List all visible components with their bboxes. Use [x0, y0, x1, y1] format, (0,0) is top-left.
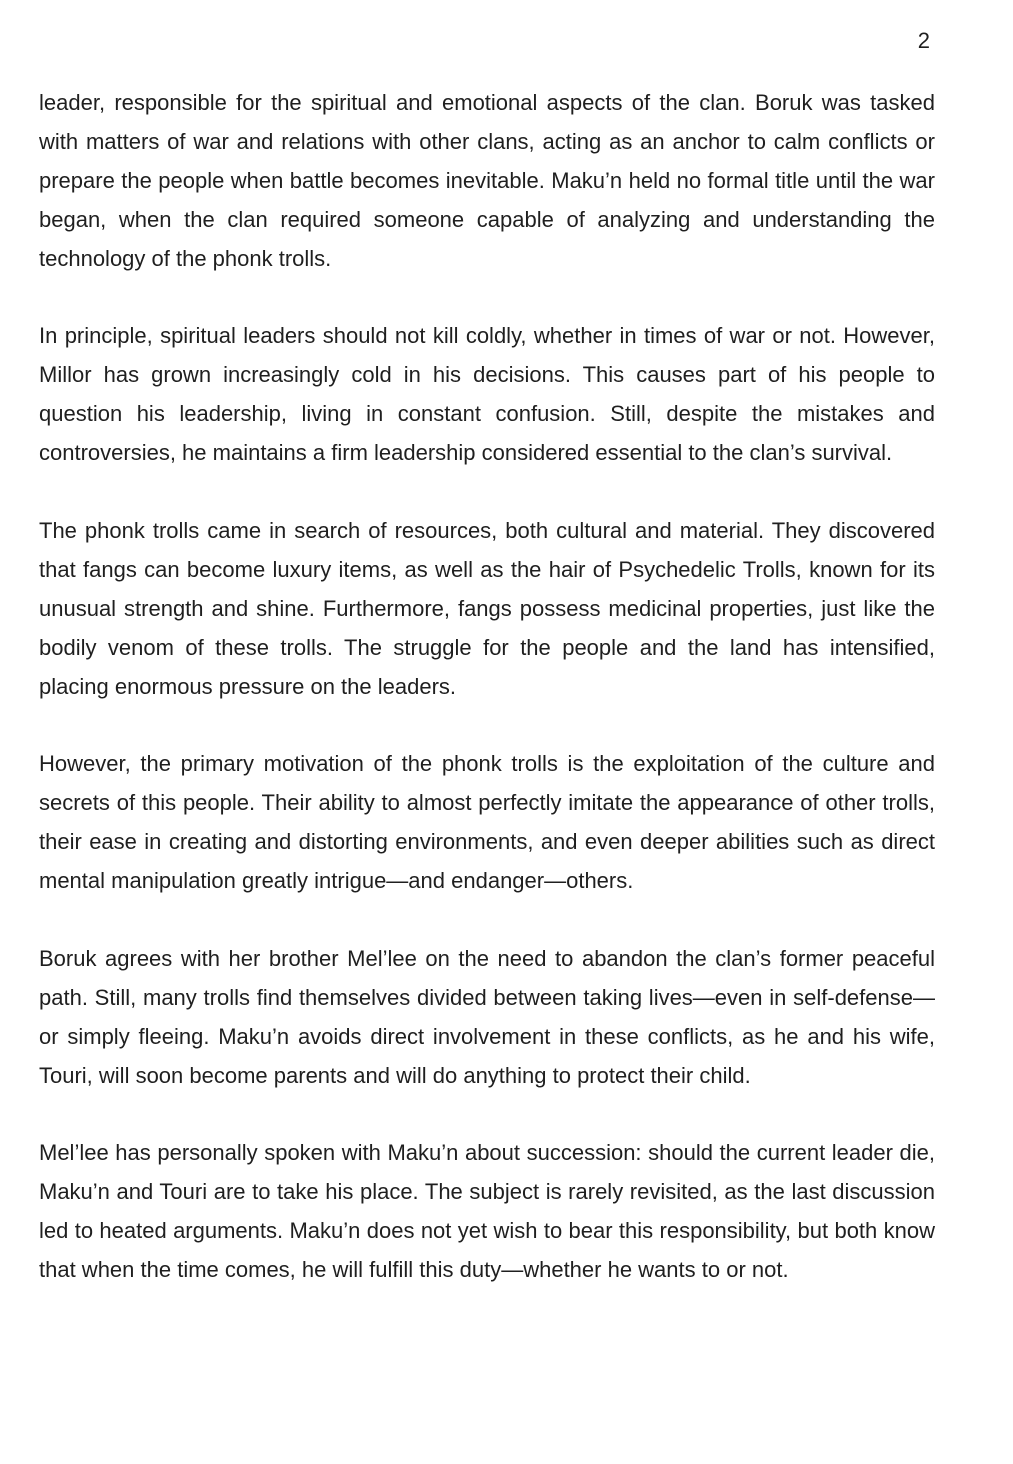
page-number: 2 — [917, 28, 930, 53]
paragraph-3: The phonk trolls came in search of resources, both cultural and material. They discovered that fangs can become luxury items, as well as the hair of Psychedelic Trolls, known for its unusual strength and shine. Furthermore, fangs possess medicinal properties, just like the bodily venom of these trolls. The struggle for the people and the land has intensified, placing enormous pressure on the leaders. — [39, 517, 935, 699]
paragraph-1: leader, responsible for the spiritual and emotional aspects of the clan. Boruk was tasked with matters of war and relations with other clans, acting as an anchor to calm conflicts or prepare the people when battle becomes inevitable. Maku’n held no formal title until the war began, when the clan required someone capable of analyzing and understanding the technology of the phonk trolls. — [39, 90, 935, 271]
paragraph-2: In principle, spiritual leaders should not kill coldly, whether in times of war or not. However, Millor has grown increasingly cold in his decisions. This causes part of his people to question his leadership, living in constant confusion. Still, despite the mistakes and controversies, he maintains a firm leadership considered essential to the clan’s survival. — [39, 323, 935, 466]
paragraph-5: Boruk agrees with her brother Mel’lee on the need to abandon the clan’s former peaceful path. Still, many trolls find themselves divided between taking lives—even in self-defense—or simply fleeing. Maku’n avoids direct involvement in these conflicts, as he and his wife, Touri, will soon become parents and will do anything to protect their child. — [39, 945, 935, 1088]
document-text — [39, 84, 935, 1290]
paragraph-4: However, the primary motivation of the phonk trolls is the exploitation of the culture and secrets of this people. Their ability to almost perfectly imitate the appearance of other trolls, their ease in creating and distorting environments, and even deeper abilities such as direct mental manipulation greatly intrigue—and endanger—others. — [39, 751, 935, 894]
paragraph-6: Mel’lee has personally spoken with Maku’n about succession: should the current leader die, Maku’n and Touri are to take his place. The subject is rarely revisited, as the last discussion led to heated arguments. Maku’n does not yet wish to bear this responsibility, but both know that when the time comes, he will fulfill this duty—whether he wants to or not. — [39, 1140, 935, 1283]
